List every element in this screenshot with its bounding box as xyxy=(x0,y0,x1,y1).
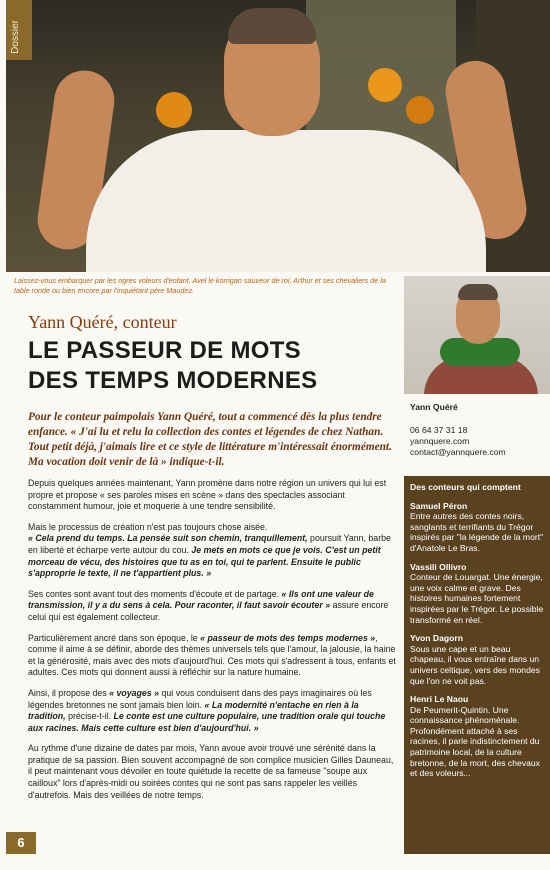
paragraph-2-intro: Mais le processus de création n'est pas toujours chose aisée. xyxy=(28,521,268,532)
sidebar xyxy=(404,276,550,870)
paragraph-2 xyxy=(28,522,396,580)
quote: « Cela prend du temps. La pensée suit son chemin, tranquillement, xyxy=(28,533,308,544)
paragraph-5 xyxy=(28,688,396,734)
contact-phone: 06 64 37 31 18 xyxy=(410,425,468,435)
contact-name: Yann Quéré xyxy=(410,402,458,412)
quote: « passeur de mots des temps modernes » xyxy=(200,632,376,643)
headline-line-2: DES TEMPS MODERNES xyxy=(28,367,318,394)
paragraph-4 xyxy=(28,633,396,679)
article-body xyxy=(28,478,396,810)
lede: Pour le conteur paimpolais Yann Quéré, tout a commencé dès la plus tendre enfance. « J'ai lu et relu la collection des contes et légendes de chez Nathan. Tout petit déjà, j'aimais lire et ce style de littérature m'intéressait énormément. Ma vocation doit venir de là » indique-t-il. xyxy=(28,411,392,468)
storyteller-entry xyxy=(410,501,544,554)
orange-left xyxy=(156,92,192,128)
storyteller-hair xyxy=(228,8,316,44)
portrait-photo xyxy=(404,276,550,394)
contact-email[interactable]: contact@yannquere.com xyxy=(410,447,506,457)
storyteller-name: Henri Le Naou xyxy=(410,694,469,705)
storytellers-heading: Des conteurs qui comptent xyxy=(410,482,521,492)
storyteller-name: Vassili Ollivro xyxy=(410,561,467,572)
storyteller-text: Entre autres des contes noirs, sanglants et terrifiants du Trégor inspirés par "la légende de la mort" d'Anatole Le Bras. xyxy=(410,511,544,553)
paragraph-3-text: Ses contes sont avant tout des moments d'écoute et de partage. xyxy=(28,588,282,599)
paragraph-3 xyxy=(28,589,396,624)
quote: « La modernité n'entache en rien à la tradition, xyxy=(28,699,359,722)
section-label: Dossier xyxy=(10,20,21,54)
paragraph-5-text-mid-2: précise-t-il. xyxy=(65,711,114,722)
paragraph-5-text: Ainsi, il propose des xyxy=(28,687,110,698)
storyteller-text: De Peumerit-Quintin. Une connaissance phénoménale. Profondément attaché à ses racines, il parle indistinctement du patrimoine local, de la culture bretonne, de la mort, des chevaux et des voleurs... xyxy=(410,704,540,779)
paragraph-3-text-end: assure encore celui qui est également collecteur. xyxy=(28,600,389,622)
photo-caption: Laissez-vous embarquer par les ogres voleurs d'enfant, Avel le korrigan sauveur de roi, Arthur et ses chevaliers de la table ronde ou bien encore par l'inquiétant père Maudez. xyxy=(14,276,386,295)
storyteller-text: Sous une cape et un beau chapeau, il vous entraîne dans un univers celtique, vers des mondes que l'on ne voit pas. xyxy=(410,643,540,686)
paragraph-6: Au rythme d'une dizaine de dates par mois, Yann avoue avoir trouvé une sérénité dans la pratique de sa passion. Bien souvent accompagné de son complice musicien Gilles Dauneau, il peut maintenant vous dévoiler en toute quiétude la recette de sa fameuse "soupe aux cailloux" lors d'après-midi ou soirées contes qui ne sont pas sans rappeler les veillés d'autrefois. Mais des veillées de notre temps. xyxy=(28,743,394,800)
portrait-hair xyxy=(458,284,498,300)
storyteller-name: Yvon Dagorn xyxy=(410,633,464,644)
storyteller-entry xyxy=(410,694,544,779)
orange-right-2 xyxy=(406,96,434,124)
quote: « Ils ont une valeur de transmission, il y a du sens à cela. Pour raconter, il faut savoir écouter » xyxy=(28,588,374,611)
storyteller-name: Samuel Péron xyxy=(410,500,468,511)
main-photo xyxy=(6,0,550,272)
contact-website[interactable]: yannquere.com xyxy=(410,436,470,446)
paragraph-1: Depuis quelques années maintenant, Yann promène dans notre région un univers qui lui est propre et propose « ses paroles mises en scène » dans des spectacles associant constamment humour, joie et moquerie à une tendre sensibilité. xyxy=(28,478,387,512)
section-tab xyxy=(6,0,32,60)
headline-line-1: LE PASSEUR DE MOTS xyxy=(28,337,301,364)
paragraph-4-text: Particulièrement ancré dans son époque, le xyxy=(28,632,201,643)
storyteller-shirt xyxy=(86,130,486,272)
paragraph-2-text: poursuit Yann, barbe en liberté et écharpe verte autour du cou. xyxy=(28,533,391,555)
kicker: Yann Quéré, conteur xyxy=(28,312,177,332)
page-number: 6 xyxy=(6,832,36,854)
storyteller-text: Conteur de Louargat. Une énergie, une voix calme et grave. Des histoires humaines fortement inspirées par le Trégor. Le possible transformé en réel. xyxy=(410,572,544,625)
quote: « voyages » xyxy=(109,687,160,698)
paragraph-4-text-end: , comme il aime à se définir, aborde des thèmes universels tels que l'amour, la jalousie, la haine et la générosité, mais avec des mots d'aujourd'hui. Ces mots qui s'adressent à tous, enfants et adultes. Ces mots qui donnent aussi à réfléchir sur la nature humaine. xyxy=(28,632,396,678)
contact-block xyxy=(404,398,550,458)
orange-right xyxy=(368,68,402,102)
quote: Le conte est une culture populaire, une tradition orale qui touche aux racines. Mais cette culture est bien d'aujourd'hui. » xyxy=(28,711,386,733)
storytellers-box xyxy=(404,476,550,854)
storyteller-entry xyxy=(410,562,544,626)
paragraph-5-text-mid: qui vous conduisent dans des pays imaginaires où les légendes bretonnes ne sont jamais bien loin. xyxy=(28,687,372,710)
headline xyxy=(28,336,398,396)
quote: Je mets en mots ce que je vois. C'est un petit morceau de vécu, des histoires que tu as en toi, qui te parlent. Ensuite le public s'approprie le texte, il ne t'appartient plus. » xyxy=(28,544,381,579)
storyteller-entry xyxy=(410,633,544,686)
